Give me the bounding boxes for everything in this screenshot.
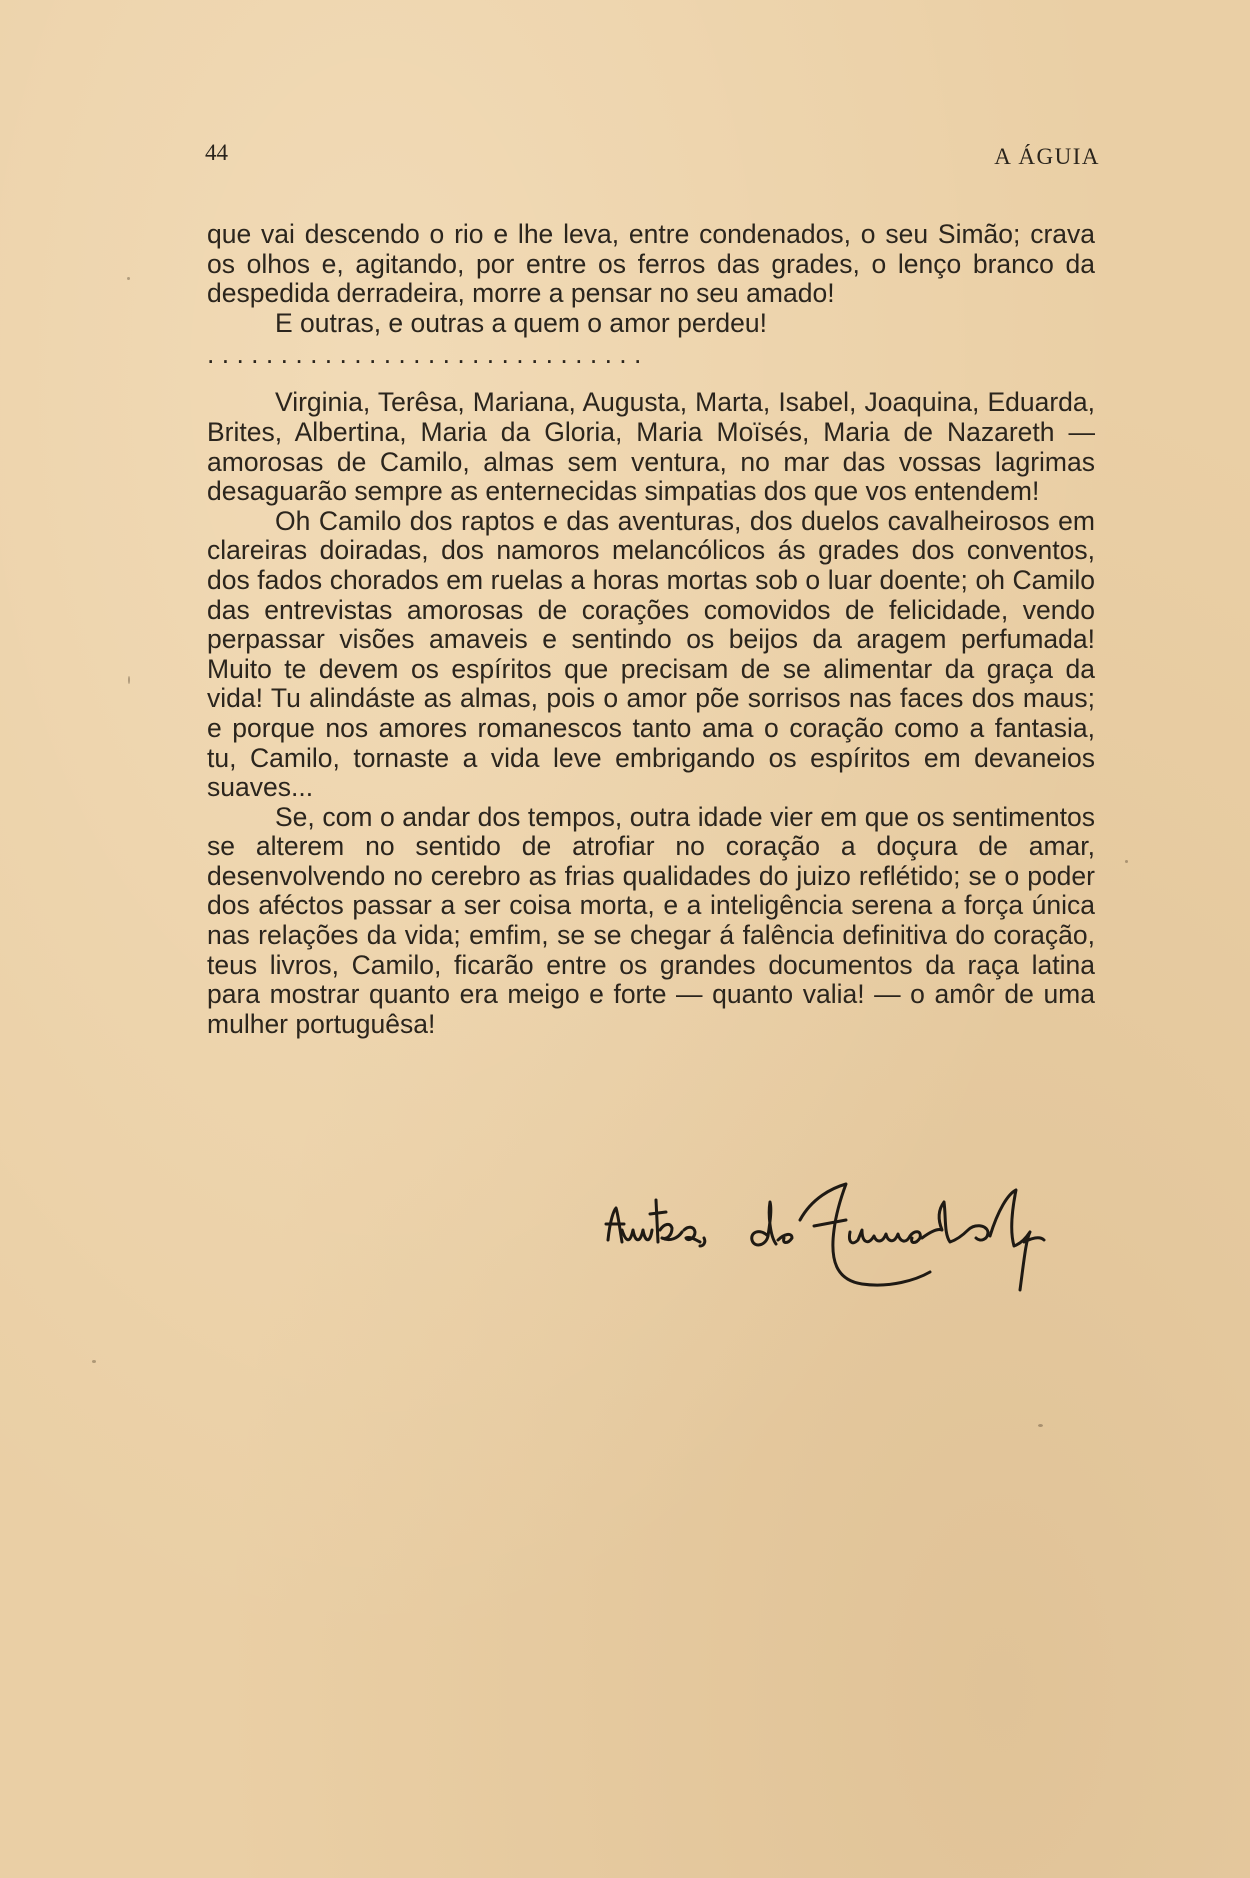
paper-speck: [127, 277, 130, 280]
paragraph-1: que vai descendo o rio e lhe leva, entre condenados, o seu Simão; crava os olhos e, agitando, por entre os ferros das grades, o lenço branco da despedida derradeira, morre a pensar no seu amado!: [207, 219, 1095, 309]
paragraph-2: E outras, e outras a quem o amor perdeu!: [275, 307, 767, 338]
paragraph-3: Virginia, Terêsa, Mariana, Augusta, Marta, Isabel, Joaquina, Eduarda, Brites, Albertina, Maria da Gloria, Maria Moïsés, Maria de Nazareth — amorosas de Camilo, almas sem ventura, no mar das vossas lagrimas desaguarão sempre as enternecidas simpatias dos que vos entendem!: [207, 387, 1095, 507]
paragraph-5: Se, com o andar dos tempos, outra idade vier em que os sentimentos se alterem no sentido de atrofiar no coração a doçura de amar, desenvolvendo no cerebro as frias qualidades do juizo reflétido; se o poder dos aféctos passar a ser coisa morta, e a inteligência serena a força única nas relações da vida; emfim, se se chegar á falência definitiva do coração, teus livros, Camilo, ficarão entre os grandes documentos da raça latina para mostrar quanto era meigo e forte — quanto valia! — o amôr de uma mulher portuguêsa!: [207, 801, 1095, 1039]
paper-speck: [1038, 1424, 1043, 1427]
paper-speck: [128, 676, 130, 684]
handwritten-signature: [600, 1180, 1090, 1310]
article-body: [207, 220, 1095, 1039]
paper-speck: [1125, 860, 1128, 863]
page-number: 44: [205, 140, 228, 165]
running-head: [205, 140, 1100, 174]
separator-dots: . . . . . . . . . . . . . . . . . . . . . . . . . . . . . .: [207, 340, 642, 370]
paragraph-4: Oh Camilo dos raptos e das aventuras, dos duelos cavalheirosos em clareiras doiradas, dos namoros melancólicos ás grades dos conventos, dos fados chorados em ruelas a horas mortas sob o luar doente; oh Camilo das entrevistas amorosas de corações comovidos de felicidade, vendo perpassar visões amaveis e sentindo os beijos da aragem perfumada! Muito te devem os espíritos que precisam de se alimentar da graça da vida! Tu alindáste as almas, pois o amor põe sorrisos nas faces dos maus; e porque nos amores romanescos tanto ama o coração como a fantasia, tu, Camilo, tornaste a vida leve embrigando os espíritos em devaneios suaves...: [207, 505, 1095, 803]
signature-drawing: [600, 1180, 1090, 1310]
paper-speck: [92, 1360, 96, 1363]
journal-title: A ÁGUIA: [994, 144, 1100, 169]
